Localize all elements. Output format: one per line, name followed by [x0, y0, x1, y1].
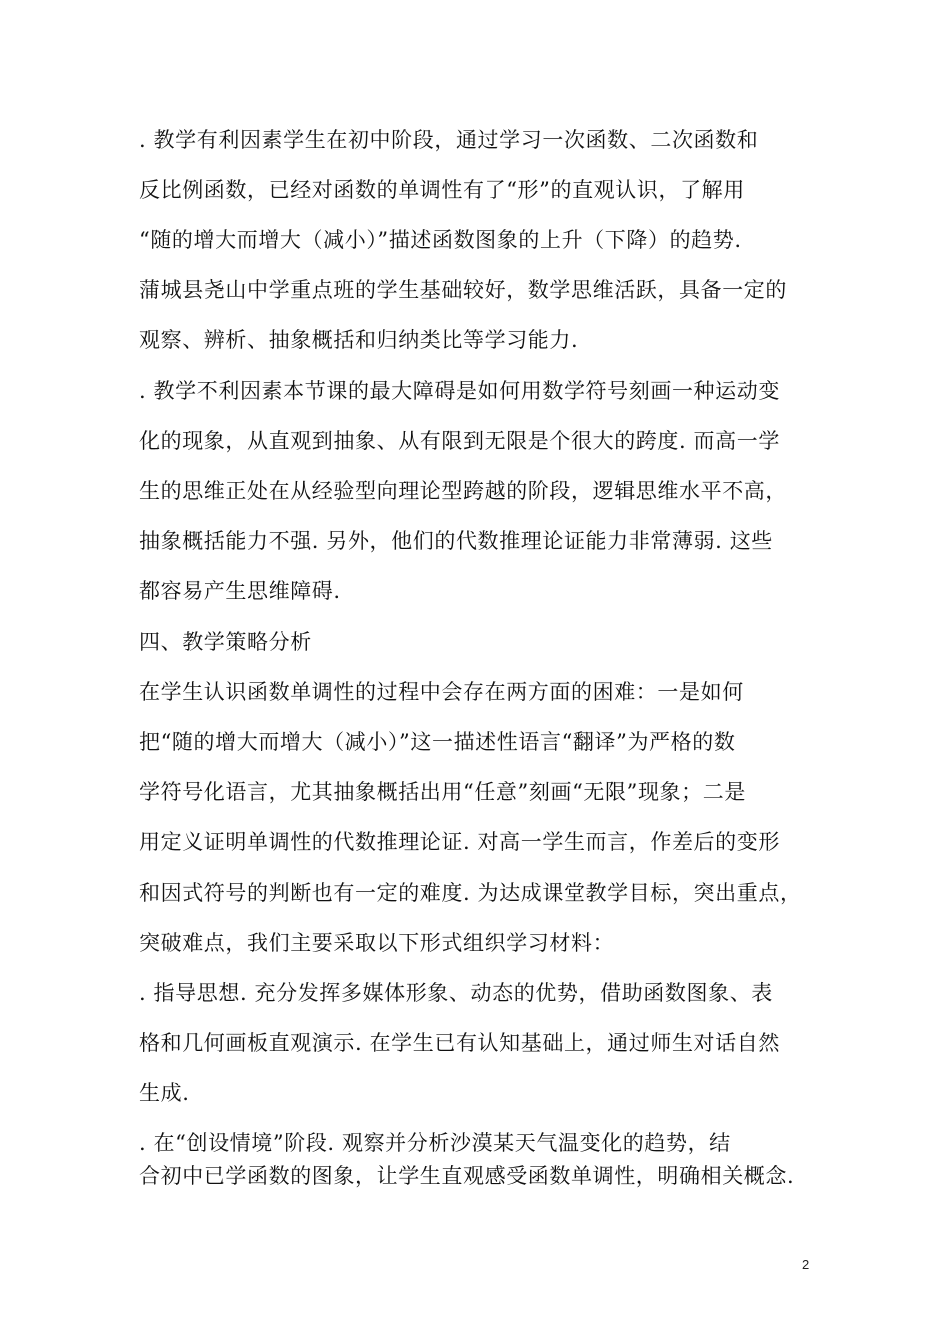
text-line: 观察、辨析、抽象概括和归纳类比等学习能力. [139, 328, 579, 352]
text-line: 把“随的增大而增大（减小）”这一描述性语言“翻译”为严格的数 [139, 730, 736, 754]
text-line: . 教学有利因素学生在初中阶段，通过学习一次函数、二次函数和 [139, 128, 759, 152]
page-number: 2 [802, 1257, 810, 1272]
section-heading: 四、教学策略分析 [139, 630, 312, 654]
text-line: 用定义证明单调性的代数推理论证. 对高一学生而言，作差后的变形 [139, 830, 780, 854]
text-line: 蒲城县尧山中学重点班的学生基础较好，数学思维活跃，具备一定的 [139, 278, 787, 302]
text-line: 抽象概括能力不强. 另外，他们的代数推理论证能力非常薄弱. 这些 [139, 529, 773, 553]
text-line: 和因式符号的判断也有一定的难度. 为达成课堂教学目标，突出重点， [139, 881, 802, 905]
text-line: 学符号化语言，尤其抽象概括出用“任意”刻画“无限”现象；二是 [139, 780, 746, 804]
text-line: . 在“创设情境”阶段. 观察并分析沙漠某天气温变化的趋势，结 [139, 1131, 731, 1155]
text-line: 反比例函数，已经对函数的单调性有了“形”的直观认识，了解用 [139, 178, 745, 202]
text-line: . 教学不利因素本节课的最大障碍是如何用数学符号刻画一种运动变 [139, 379, 780, 403]
text-line: . 指导思想. 充分发挥多媒体形象、动态的优势，借助函数图象、表 [139, 981, 773, 1005]
text-line: 格和几何画板直观演示. 在学生已有认知基础上，通过师生对话自然 [139, 1031, 780, 1055]
text-line: 生成. [139, 1081, 190, 1105]
text-line: 都容易产生思维障碍. [139, 579, 341, 603]
text-line: 生的思维正处在从经验型向理论型跨越的阶段，逻辑思维水平不高， [139, 479, 787, 503]
text-line: 化的现象，从直观到抽象、从有限到无限是个很大的跨度. 而高一学 [139, 429, 780, 453]
text-line: 突破难点，我们主要采取以下形式组织学习材料： [139, 931, 615, 955]
text-line: “随的增大而增大（减小）”描述函数图象的上升（下降）的趋势. [139, 228, 742, 252]
text-line: 在学生认识函数单调性的过程中会存在两方面的困难：一是如何 [139, 680, 744, 704]
text-line: 合初中已学函数的图象，让学生直观感受函数单调性，明确相关概念. [139, 1164, 795, 1188]
